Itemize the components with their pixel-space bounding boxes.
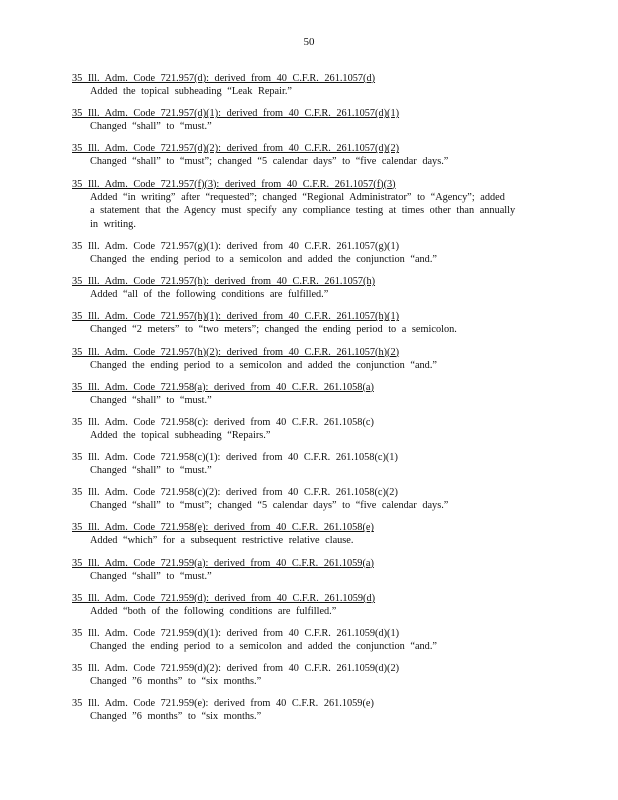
entry-heading: 35 Ill. Adm. Code 721.959(d)(1): derived from 40 C.F.R. 261.1059(d)(1): [72, 628, 400, 639]
entry-description: Changed the ending period to a semicolon and added the conjunction “and.”: [90, 253, 437, 265]
list-item: [72, 381, 542, 408]
list-item: [72, 592, 542, 619]
entry-description: Changed ”6 months” to “six months.”: [90, 676, 262, 688]
list-item: [72, 178, 542, 232]
entry-description: Added “which” for a subsequent restrictive relative clause.: [90, 535, 354, 547]
entry-description: Changed “shall” to “must.”: [90, 465, 212, 477]
entry-description: Added the topical subheading “Leak Repair.”: [90, 86, 292, 97]
entry-description: Added “in writing” after “requested”; changed “Regional Administrator” to “Agency”; added a statement that the Agency must specify any compliance testing at times other than annually in writing.: [90, 191, 516, 230]
entry-heading: 35 Ill. Adm. Code 721.957(h): derived from 40 C.F.R. 261.1057(h): [72, 276, 376, 288]
entry-description: Changed “shall” to “must.”: [90, 121, 212, 133]
entry-heading: 35 Ill. Adm. Code 721.957(d): derived from 40 C.F.R. 261.1057(d): [72, 73, 376, 84]
entry-description: Changed “shall” to “must”; changed “5 calendar days” to “five calendar days.”: [90, 156, 449, 168]
entry-description: Changed “shall” to “must.”: [90, 570, 212, 582]
entry-heading: 35 Ill. Adm. Code 721.959(e): derived from 40 C.F.R. 261.1059(e): [72, 698, 374, 710]
entry-heading: 35 Ill. Adm. Code 721.957(h)(1): derived from 40 C.F.R. 261.1057(h)(1): [72, 311, 400, 323]
entry-description: Changed the ending period to a semicolon and added the conjunction “and.”: [90, 641, 437, 652]
entry-heading: 35 Ill. Adm. Code 721.958(c): derived from 40 C.F.R. 261.1058(c): [72, 416, 374, 428]
list-item: [72, 240, 542, 267]
list-item: [72, 275, 542, 302]
entry-heading: 35 Ill. Adm. Code 721.957(h)(2): derived from 40 C.F.R. 261.1057(h)(2): [72, 346, 400, 358]
list-item: [72, 521, 542, 548]
list-item: [72, 486, 542, 513]
entry-description: Added “all of the following conditions are fulfilled.”: [90, 289, 329, 301]
list-item: [72, 310, 542, 337]
entry-list: [72, 72, 542, 733]
entry-heading: 35 Ill. Adm. Code 721.958(e): derived from 40 C.F.R. 261.1058(e): [72, 522, 374, 534]
list-item: [72, 346, 542, 373]
entry-description: Changed ”6 months” to “six months.”: [90, 711, 262, 723]
list-item: [72, 557, 542, 584]
list-item: [72, 72, 542, 99]
entry-heading: 35 Ill. Adm. Code 721.957(f)(3): derived from 40 C.F.R. 261.1057(f)(3): [72, 178, 396, 190]
entry-heading: 35 Ill. Adm. Code 721.959(d)(2): derived from 40 C.F.R. 261.1059(d)(2): [72, 663, 400, 675]
entry-description: Changed the ending period to a semicolon and added the conjunction “and.”: [90, 359, 437, 371]
entry-description: Changed “shall” to “must.”: [90, 394, 212, 406]
entry-heading: 35 Ill. Adm. Code 721.957(g)(1): derived from 40 C.F.R. 261.1057(g)(1): [72, 240, 400, 252]
list-item: [72, 107, 542, 134]
entry-description: Added “both of the following conditions are fulfilled.”: [90, 605, 337, 617]
entry-heading: 35 Ill. Adm. Code 721.958(a): derived from 40 C.F.R. 261.1058(a): [72, 381, 374, 393]
list-item: [72, 697, 542, 724]
list-item: [72, 662, 542, 689]
list-item: [72, 451, 542, 478]
entry-heading: 35 Ill. Adm. Code 721.959(a): derived from 40 C.F.R. 261.1059(a): [72, 557, 374, 569]
list-item: [72, 416, 542, 443]
entry-heading: 35 Ill. Adm. Code 721.958(c)(1): derived from 40 C.F.R. 261.1058(c)(1): [72, 452, 398, 464]
entry-heading: 35 Ill. Adm. Code 721.957(d)(1): derived from 40 C.F.R. 261.1057(d)(1): [72, 108, 400, 120]
entry-heading: 35 Ill. Adm. Code 721.957(d)(2): derived from 40 C.F.R. 261.1057(d)(2): [72, 143, 400, 155]
entry-description: Changed “2 meters” to “two meters”; changed the ending period to a semicolon.: [90, 324, 457, 336]
page-number: 50: [303, 36, 315, 48]
list-item: [72, 142, 542, 169]
entry-description: Added the topical subheading “Repairs.”: [90, 429, 271, 441]
list-item: [72, 627, 542, 654]
entry-description: Changed “shall” to “must”; changed “5 calendar days” to “five calendar days.”: [90, 500, 449, 512]
entry-heading: 35 Ill. Adm. Code 721.958(c)(2): derived from 40 C.F.R. 261.1058(c)(2): [72, 487, 398, 499]
entry-heading: 35 Ill. Adm. Code 721.959(d): derived from 40 C.F.R. 261.1059(d): [72, 592, 376, 604]
